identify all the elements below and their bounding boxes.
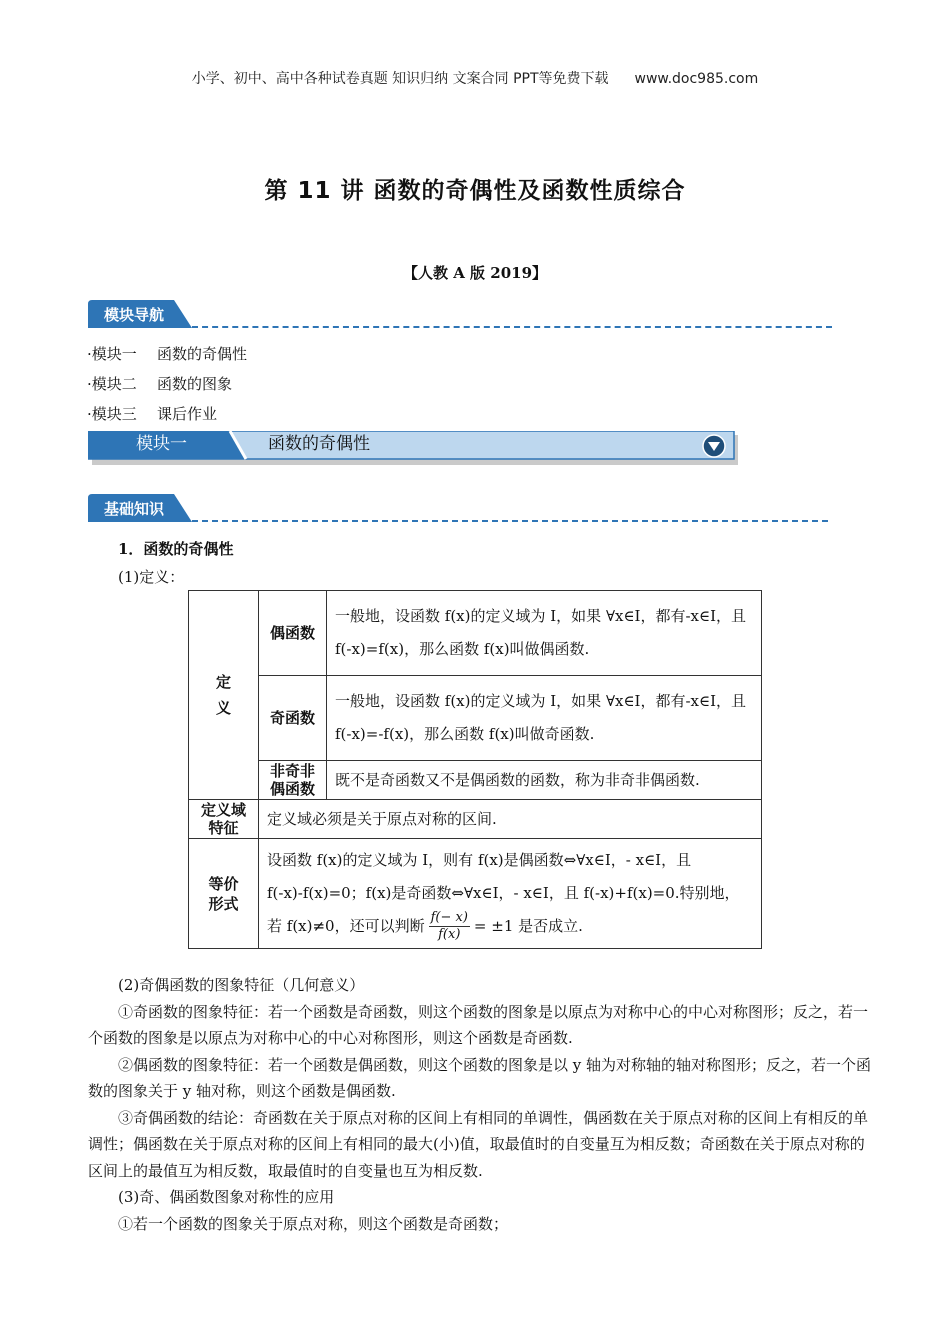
even-text: 一般地，设函数 f(x)的定义域为 I，如果 ∀x∈I，都有-x∈I，且 f(-x)=f(x)，那么函数 f(x)叫做偶函数. [327, 591, 762, 676]
chevron-down-icon[interactable] [702, 434, 726, 458]
basic-knowledge-tab [88, 494, 192, 525]
body-text [88, 972, 878, 1237]
list-item[interactable]: ·模块三 课后作业 [87, 405, 218, 423]
definition-table [188, 590, 762, 949]
equiv-label: 等价形式 [189, 839, 259, 949]
page-header [0, 68, 950, 88]
table-row [189, 591, 762, 676]
header-site[interactable]: www.doc985.com [634, 71, 759, 87]
banner-title: 函数的奇偶性 [268, 434, 370, 454]
equiv-cell [259, 839, 762, 949]
equiv-line: 设函数 f(x)的定义域为 I，则有 f(x)是偶函数⇔∀x∈I，- x∈I，且 [267, 850, 692, 869]
even-label: 偶函数 [259, 591, 327, 676]
basic-knowledge-tag [88, 494, 828, 525]
list-item[interactable]: ·模块二 函数的图象 [87, 375, 233, 393]
module-banner [88, 431, 734, 461]
paragraph: (2)奇偶函数的图象特征（几何意义） [118, 976, 365, 994]
header-text: 小学、初中、高中各种试卷真题 知识归纳 文案合同 PPT等免费下载 [191, 71, 609, 87]
module-nav-label: 模块导航 [103, 306, 164, 324]
module-nav-tab [88, 300, 192, 331]
module-nav-tag [88, 300, 832, 331]
table-row [189, 839, 762, 949]
paragraph: (3)奇、偶函数图象对称性的应用 [118, 1188, 335, 1206]
equiv-line: 若 f(x)≠0，还可以判断 $\frac{f(- x)}{f(x)}$ = ±1 是否成立. [267, 910, 583, 943]
banner-label: 模块一 [136, 434, 187, 454]
page-title: 第 11 讲 函数的奇偶性及函数性质综合 [264, 178, 686, 204]
edition-label: 【人教 A 版 2019】 [402, 264, 548, 282]
table-row [189, 676, 762, 761]
basic-knowledge-label: 基础知识 [103, 500, 164, 518]
divider [192, 326, 832, 328]
table-row [189, 800, 762, 839]
fraction: $\frac{f(- x)}{f(x)}$ [430, 910, 468, 943]
paragraph: ②偶函数的图象特征：若一个函数是偶函数，则这个函数的图象是以 y 轴为对称轴的轴对称图形；反之，若一个函数的图象关于 y 轴对称，则这个函数是偶函数. [88, 1055, 872, 1100]
def-header: 定 义 [189, 591, 259, 800]
domain-text: 定义域必须是关于原点对称的区间. [259, 800, 762, 839]
paragraph: ①奇函数的图象特征：若一个函数是奇函数，则这个函数的图象是以原点为对称中心的中心对称图形；反之，若一个函数的图象是以原点为对称中心的中心对称图形，则这个函数是奇函数. [88, 1002, 869, 1047]
list-item[interactable]: ·模块一 函数的奇偶性 [87, 345, 248, 363]
module-list [87, 342, 247, 432]
domain-label: 定义域特征 [189, 800, 259, 839]
neither-label: 非奇非偶函数 [259, 761, 327, 800]
odd-label: 奇函数 [259, 676, 327, 761]
paragraph: ③奇偶函数的结论：奇函数在关于原点对称的区间上有相同的单调性，偶函数在关于原点对称的区间上有相反的单调性；偶函数在关于原点对称的区间上有相同的最大(小)值，取最值时的自变量互为相反数；奇函数在关于原点对称的区间上的最值互为相反数，取最值时的自变量也互为相反数. [88, 1108, 869, 1180]
paragraph: ①若一个函数的图象关于原点对称，则这个函数是奇函数； [118, 1214, 509, 1233]
section-title: 1．函数的奇偶性 [118, 540, 234, 558]
table-row [189, 761, 762, 800]
neither-text: 既不是奇函数又不是偶函数的函数，称为非奇非偶函数. [327, 761, 762, 800]
equiv-line: f(-x)-f(x)=0；f(x)是奇函数⇔∀x∈I，- x∈I，且 f(-x)+f(x)=0.特别地， [267, 883, 740, 902]
odd-text: 一般地，设函数 f(x)的定义域为 I，如果 ∀x∈I，都有-x∈I，且 f(-x)=-f(x)，那么函数 f(x)叫做奇函数. [327, 676, 762, 761]
definition-label: (1)定义： [118, 568, 185, 586]
divider [192, 520, 828, 522]
